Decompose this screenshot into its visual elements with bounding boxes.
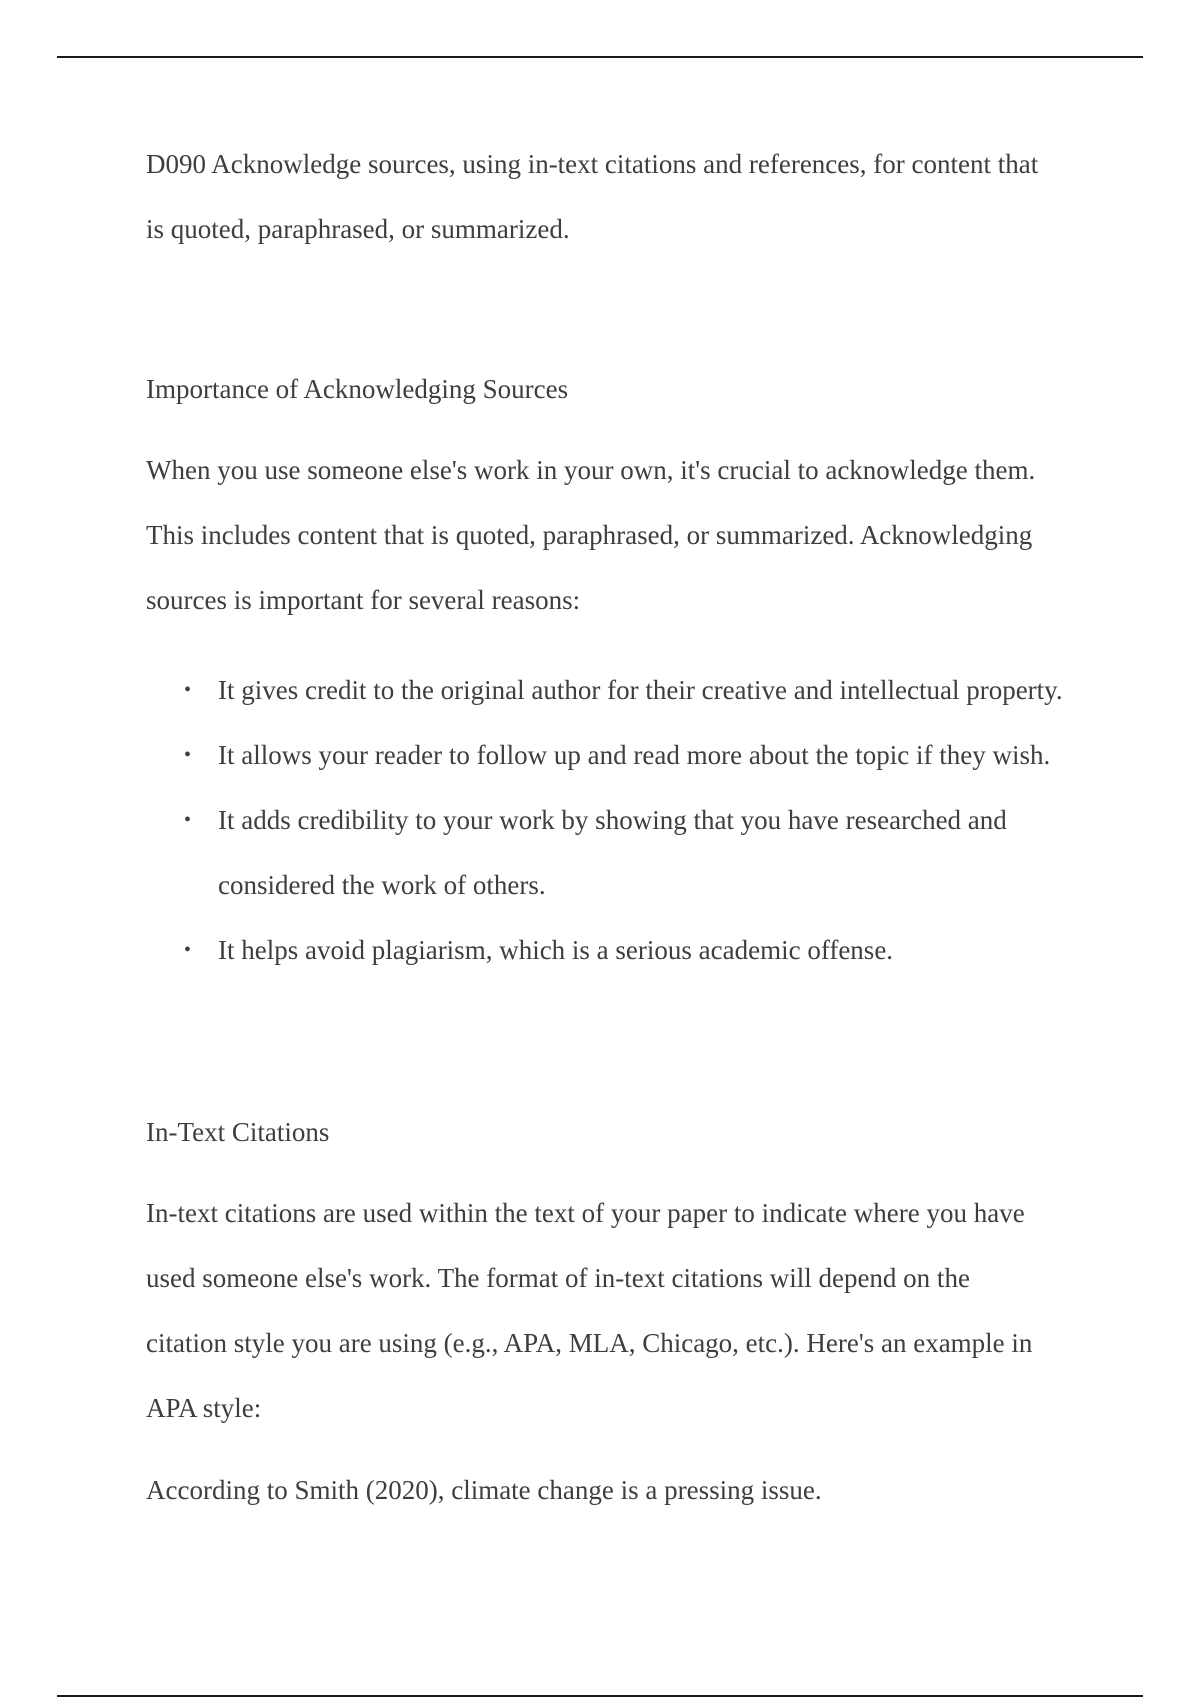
list-item-text: It helps avoid plagiarism, which is a serious academic offense. (218, 935, 894, 965)
bullet-icon: • (184, 939, 192, 961)
list-item (146, 658, 1066, 723)
list-item (146, 723, 1066, 788)
bullet-icon: • (184, 744, 192, 766)
reasons-list (146, 658, 1066, 983)
top-rule (57, 56, 1143, 58)
section-heading-in-text-citations: In-Text Citations (146, 1117, 330, 1147)
list-item (146, 918, 1066, 983)
list-item (146, 788, 1066, 918)
section-heading-importance: Importance of Acknowledging Sources (146, 374, 569, 404)
section-paragraph-importance: When you use someone else's work in your own, it's crucial to acknowledge them. This includes content that is quoted, paraphrased, or summarized. Acknowledging sources is important for several reasons: (146, 455, 1036, 615)
document-title: D090 Acknowledge sources, using in-text citations and references, for content that is quoted, paraphrased, or summarized. (146, 149, 1039, 244)
list-item-text: It adds credibility to your work by showing that you have researched and considered the work of others. (218, 805, 1007, 900)
list-item-text: It allows your reader to follow up and read more about the topic if they wish. (218, 740, 1051, 770)
bottom-rule (57, 1695, 1143, 1697)
list-item-text: It gives credit to the original author for their creative and intellectual property. (218, 675, 1063, 705)
section-paragraph-in-text-citations: In-text citations are used within the text of your paper to indicate where you have used someone else's work. The format of in-text citations will depend on the citation style you are using (e.g., APA, MLA, Chicago, etc.). Here's an example in APA style: (146, 1198, 1033, 1423)
apa-example-sentence: According to Smith (2020), climate change is a pressing issue. (146, 1475, 822, 1505)
bullet-icon: • (184, 809, 192, 831)
bullet-icon: • (184, 679, 192, 701)
